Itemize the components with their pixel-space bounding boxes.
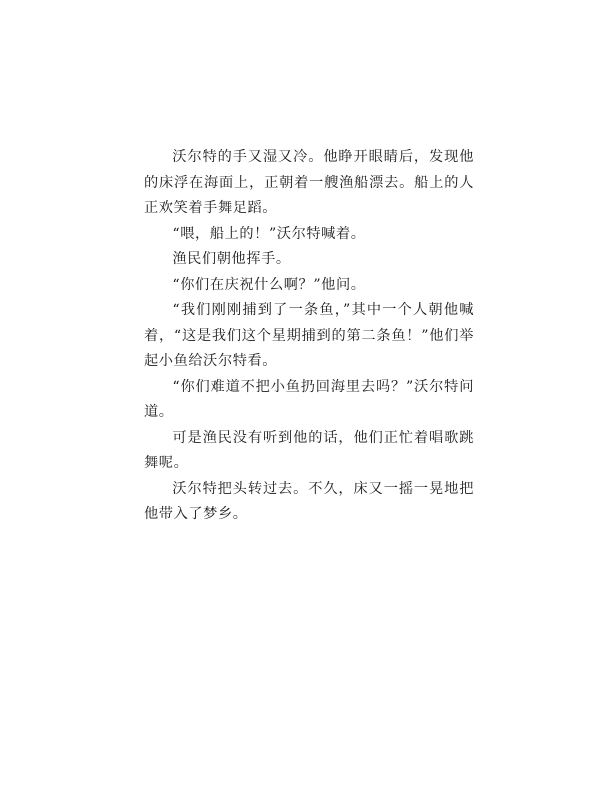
- story-text: [144, 145, 474, 528]
- paragraph-1: 沃尔特的手又湿又冷。他睁开眼睛后，发现他的床浮在海面上，正朝着一艘渔船漂去。船上的人正欢笑着手舞足蹈。: [144, 149, 474, 216]
- paragraph-6: “你们难道不把小鱼扔回海里去吗？”沃尔特问道。: [144, 378, 474, 420]
- paragraph-4: “你们在庆祝什么啊？”他问。: [172, 276, 366, 293]
- paragraph-2: “喂，船上的！”沃尔特喊着。: [172, 225, 366, 242]
- paragraph-5: “我们刚刚捕到了一条鱼，”其中一个人朝他喊着，“这是我们这个星期捕到的第二条鱼！”他们举起小鱼给沃尔特看。: [144, 302, 474, 369]
- paragraph-7: 可是渔民没有听到他的话，他们正忙着唱歌跳舞呢。: [144, 429, 474, 471]
- paragraph-3: 渔民们朝他挥手。: [172, 251, 291, 267]
- paragraph-8: 沃尔特把头转过去。不久，床又一摇一晃地把他带入了梦乡。: [144, 480, 474, 522]
